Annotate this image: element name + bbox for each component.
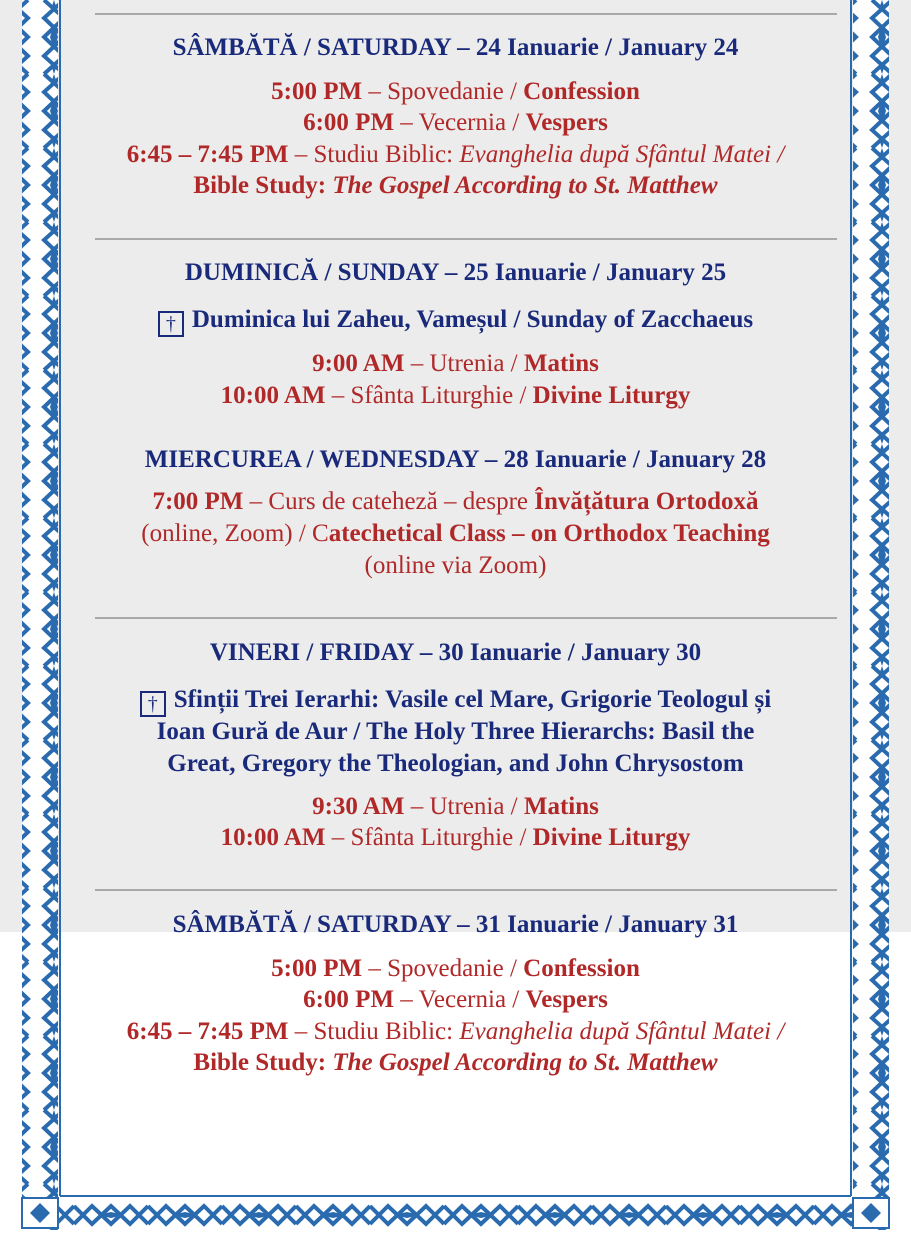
day-header-sat31: SÂMBĂTĂ / SATURDAY – 31 Ianuarie / January 31	[172, 911, 739, 938]
time: 7:00 PM	[152, 488, 244, 515]
time: 9:30 AM	[312, 793, 405, 820]
time: 9:00 AM	[312, 350, 405, 377]
service-ro: – Studiu Biblic:	[288, 141, 460, 168]
schedule-line	[60, 141, 851, 169]
class-topic-en: atechetical Class – on Orthodox Teaching	[328, 520, 770, 547]
day-header-sat24: SÂMBĂTĂ / SATURDAY – 24 Ianuarie / January 24	[172, 34, 739, 61]
schedule-line	[60, 1018, 851, 1046]
study-label: Bible Study:	[193, 172, 333, 199]
service-en: Divine Liturgy	[532, 824, 691, 851]
service-ro: – Utrenia /	[404, 793, 524, 820]
feast-title	[60, 306, 851, 337]
service-ro: – Studiu Biblic:	[288, 1018, 460, 1045]
schedule-line	[60, 1049, 851, 1077]
schedule-line	[60, 488, 851, 516]
service-ro: – Sfânta Liturghie /	[325, 824, 533, 851]
day-header-fri30: VINERI / FRIDAY – 30 Ianuarie / January 30	[209, 639, 702, 666]
time: 5:00 PM	[271, 78, 363, 105]
service-en: Vespers	[525, 986, 608, 1013]
service-en: Divine Liturgy	[532, 382, 691, 409]
service-ro: – Utrenia /	[404, 350, 524, 377]
feast-name: Sfinții Trei Ierarhi: Vasile cel Mare, Grigorie Teologul și	[173, 686, 772, 713]
time: 5:00 PM	[271, 955, 363, 982]
service-ro: – Spovedanie /	[362, 78, 524, 105]
cross-icon: †	[158, 311, 184, 337]
class-ro: – Curs de cateheză – despre	[243, 488, 535, 515]
study-title-en: The Gospel According to St. Matthew	[332, 172, 718, 199]
feast-title	[60, 686, 851, 717]
time: 10:00 AM	[220, 382, 326, 409]
feast-title-cont: Great, Gregory the Theologian, and John Chrysostom	[167, 750, 744, 777]
time: 6:00 PM	[303, 109, 395, 136]
schedule-line	[60, 986, 851, 1014]
time: 6:00 PM	[303, 986, 395, 1013]
schedule-line	[60, 78, 851, 106]
service-ro: – Vecernia /	[394, 986, 526, 1013]
day-header-sun25: DUMINICĂ / SUNDAY – 25 Ianuarie / January 25	[184, 259, 727, 286]
class-topic-ro: Învățătura Ortodoxă	[534, 488, 759, 515]
schedule-line	[60, 350, 851, 378]
service-en: Matins	[523, 350, 599, 377]
service-ro: – Vecernia /	[394, 109, 526, 136]
schedule-line	[60, 824, 851, 852]
time: 6:45 – 7:45 PM	[126, 1018, 289, 1045]
divider-rule	[95, 617, 837, 619]
service-en: Vespers	[525, 109, 608, 136]
service-en: Matins	[523, 793, 599, 820]
service-en: Confession	[523, 955, 640, 982]
class-location-ro: (online, Zoom) / C	[141, 520, 329, 547]
schedule-line	[60, 382, 851, 410]
cross-icon: †	[140, 691, 166, 717]
divider-rule	[95, 889, 837, 891]
study-title-ro: Evanghelia după Sfântul Matei /	[459, 141, 785, 168]
divider-rule	[95, 238, 837, 240]
feast-title-cont: Ioan Gură de Aur / The Holy Three Hierarchs: Basil the	[156, 718, 755, 745]
service-en: Confession	[523, 78, 640, 105]
time: 6:45 – 7:45 PM	[126, 141, 289, 168]
study-title-en: The Gospel According to St. Matthew	[332, 1049, 718, 1076]
service-ro: – Spovedanie /	[362, 955, 524, 982]
divider-rule	[95, 13, 837, 15]
schedule-line	[60, 793, 851, 821]
day-header-wed28: MIERCUREA / WEDNESDAY – 28 Ianuarie / January 28	[144, 446, 767, 473]
schedule-line	[60, 109, 851, 137]
study-title-ro: Evanghelia după Sfântul Matei /	[459, 1018, 785, 1045]
schedule-line	[60, 172, 851, 200]
feast-name: Duminica lui Zaheu, Vameșul / Sunday of Zacchaeus	[191, 306, 754, 333]
class-location-en: (online via Zoom)	[364, 552, 547, 579]
schedule-line	[60, 955, 851, 983]
schedule-line	[60, 520, 851, 548]
study-label: Bible Study:	[193, 1049, 333, 1076]
time: 10:00 AM	[220, 824, 326, 851]
service-ro: – Sfânta Liturghie /	[325, 382, 533, 409]
